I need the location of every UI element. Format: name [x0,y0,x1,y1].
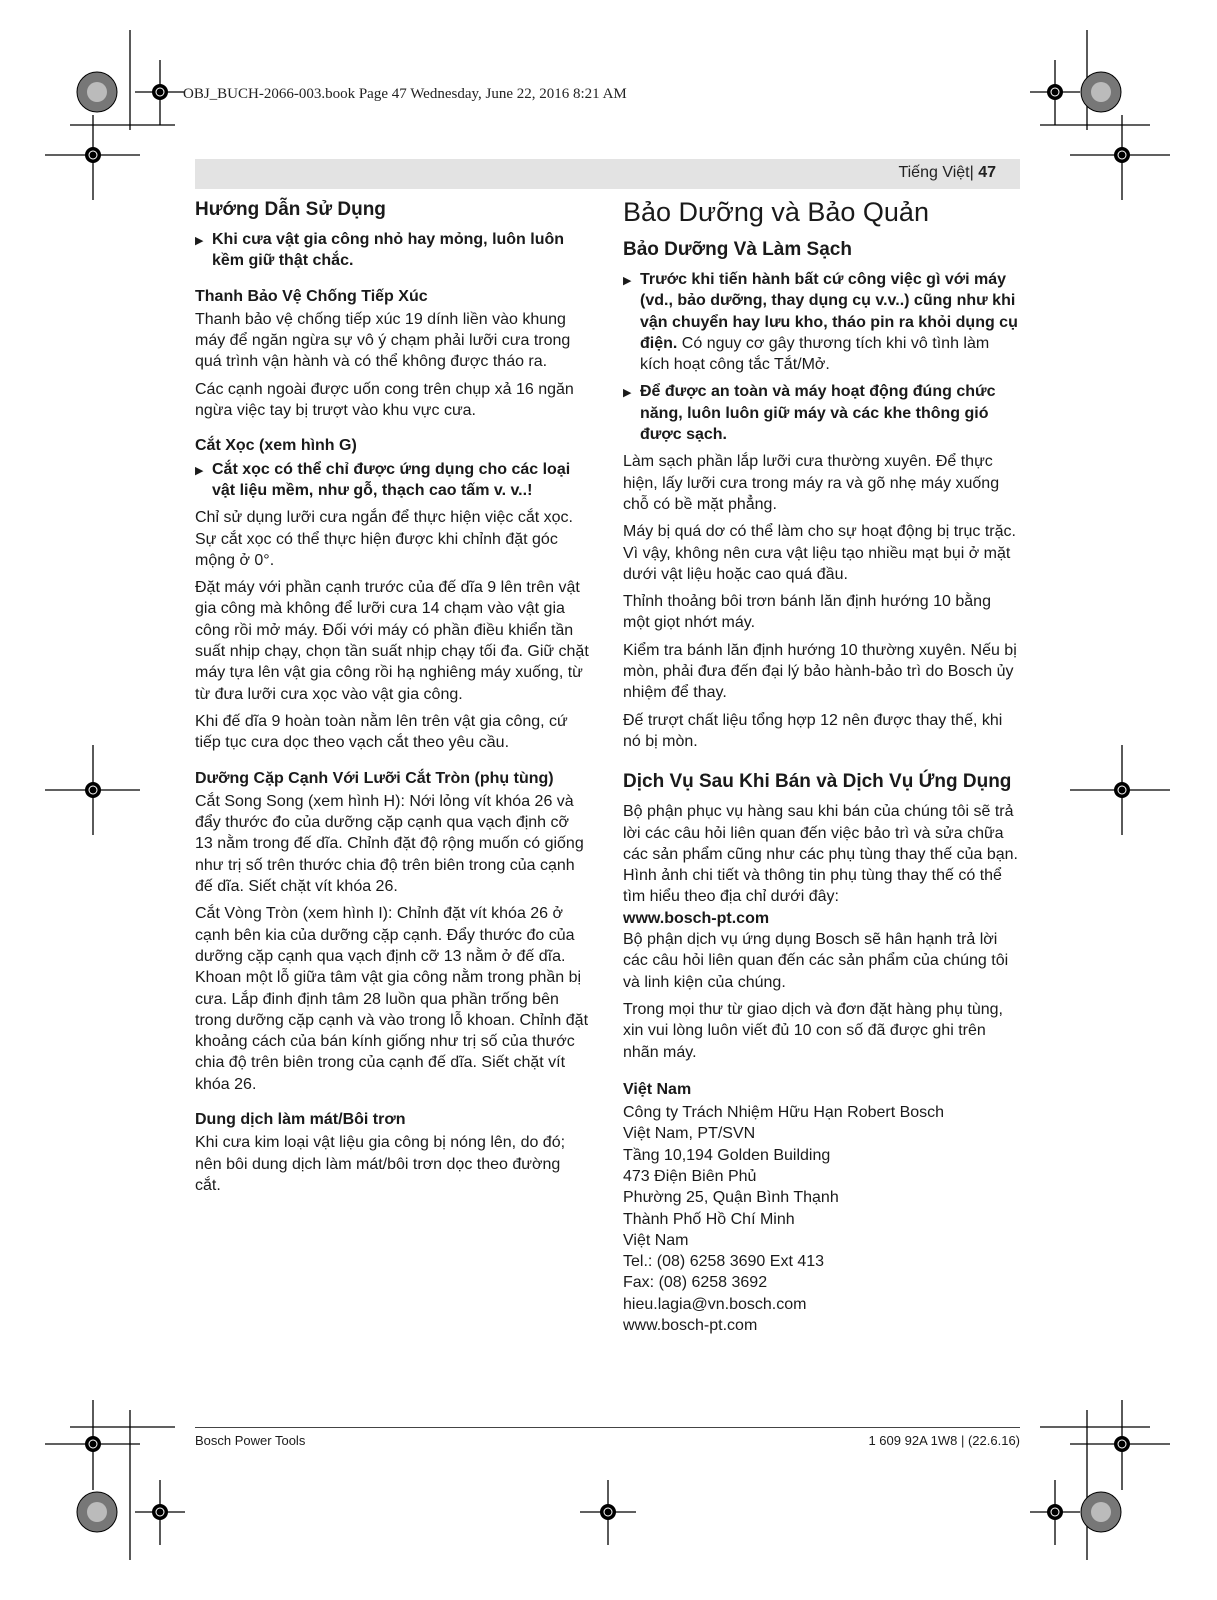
arrow-icon: ▶ [195,235,204,247]
warning-clean: ▶ Để được an toàn và máy hoạt động đúng chức năng, luôn luôn giữ máy và các khe thông gió được sạch. [623,381,1020,445]
paragraph: Thỉnh thoảng bôi trơn bánh lăn định hướng 10 bằng một giọt nhớt máy. [623,593,991,632]
address-line: Tầng 10,194 Golden Building [623,1146,831,1164]
address-line: 473 Điện Biên Phủ [623,1167,757,1185]
page-header [195,159,1020,189]
subheading-coolant: Dung dịch làm mát/Bôi trơn [195,1110,406,1128]
header-label [898,164,996,182]
left-column [195,196,590,1202]
fax-line: Fax: (08) 6258 3692 [623,1274,768,1292]
footer-publisher: Bosch Power Tools [195,1433,306,1448]
paragraph: Khi cưa kim loại vật liệu gia công bị nóng lên, do đó; nên bôi dung dịch làm mát/bôi trơn dọc theo đường cắt. [195,1134,566,1194]
chapter-title: Bảo Dưỡng và Bảo Quản [623,197,929,227]
footer-doc-number: 1 609 92A 1W8 | (22.6.16) [868,1433,1020,1448]
arrow-icon: ▶ [623,275,632,287]
paragraph: Máy bị quá dơ có thể làm cho sự hoạt động bị trục trặc. Vì vậy, không nên cưa vật liệu tạo nhiều mạt bụi ở mặt dưới vật liệu hoặc cao quá đầu. [623,523,1016,583]
paragraph: Cắt Vòng Tròn (xem hình I): Chỉnh đặt vít khóa 26 ở cạnh bên kia của dưỡng cặp cạnh. Đẩy thước đo của dưỡng cặp cạnh qua vạch định cỡ 13 nằm ở đế dĩa. Khoan một lỗ giữa tâm vật gia công nằm trong phần bị cưa. Lắp đinh định tâm 28 luồn qua phần trống bên trong dưỡng cặp cạnh và vào trong lỗ khoan. Chỉnh đặt khoảng cách của bán kính giống như trị số của thước chia độ trên biên trong của cạnh đế dĩa. Siết chặt vít khóa 26. [195,905,589,1093]
header-language: Tiếng Việt [898,164,970,181]
page-number: 47 [978,164,996,181]
warning-usage: ▶ Khi cưa vật gia công nhỏ hay mỏng, luôn luôn kềm giữ thật chắc. [195,229,590,272]
paragraph: Khi đế dĩa 9 hoàn toàn nằm lên trên vật gia công, cứ tiếp tục cưa dọc theo vạch cắt theo yêu cầu. [195,712,568,752]
address-block [623,1102,1020,1336]
address-line: Công ty Trách Nhiệm Hữu Hạn Robert Bosch [623,1104,945,1122]
footer-divider [195,1427,1020,1428]
header-separator: | [969,164,974,181]
service-url[interactable]: www.bosch-pt.com [623,909,770,927]
subheading-fence: Dưỡng Cặp Cạnh Với Lưỡi Cắt Tròn (phụ tùng) [195,769,554,787]
warning-plunge: ▶ Cắt xọc có thể chỉ được ứng dụng cho các loại vật liệu mềm, như gỗ, thạch cao tấm v. v..! [195,459,590,502]
section-heading-cleaning: Bảo Dưỡng Và Làm Sạch [623,239,852,260]
print-slug: OBJ_BUCH-2066-003.book Page 47 Wednesday, June 22, 2016 8:21 AM [183,86,627,102]
warning-battery: ▶ Trước khi tiến hành bất cứ công việc gì với máy (vd., bảo dưỡng, thay dụng cụ v.v..) cũng như khi vận chuyển hay lưu kho, tháo pin ra khỏi dụng cụ điện. Có nguy cơ gây thương tích khi vô tình làm kích hoạt công tắc Tắt/Mở. [623,269,1020,375]
paragraph: Thanh bảo vệ chống tiếp xúc 19 dính liền vào khung máy để ngăn ngừa sự vô ý chạm phải lưỡi cưa trong quá trình vận hành và có thể không được tháo ra. [195,310,571,371]
paragraph: Cắt Song Song (xem hình H): Nới lỏng vít khóa 26 và đẩy thước đo của dưỡng cặp cạnh qua vạch định cỡ 13 nằm trong đế dĩa. Chỉnh đặt độ rộng muốn có giống như trị số trên thước chia độ trên biên trong của cạnh đế dĩa. Siết chặt vít khóa 26. [195,792,584,896]
paragraph: Kiểm tra bánh lăn định hướng 10 thường xuyên. Nếu bị mòn, phải đưa đến đại lý bảo hành-bảo trì do Bosch ủy nhiệm để thay. [623,641,1017,702]
phone-line: Tel.: (08) 6258 3690 Ext 413 [623,1253,825,1271]
arrow-icon: ▶ [623,387,632,400]
country-heading: Việt Nam [623,1080,692,1098]
address-line: Việt Nam, PT/SVN [623,1125,756,1143]
paragraph: Đế trượt chất liệu tổng hợp 12 nên được thay thế, khi nó bị mòn. [623,711,1003,750]
paragraph: Bộ phận dịch vụ ứng dụng Bosch sẽ hân hạnh trả lời các câu hỏi liên quan đến các sản phẩm của chúng tôi và linh kiện của chúng. [623,931,1009,991]
section-heading-usage: Hướng Dẫn Sử Dụng [195,199,386,220]
paragraph: Làm sạch phần lắp lưỡi cưa thường xuyên. Để thực hiện, lấy lưỡi cưa trong máy ra và gõ nhẹ máy xuống chỗ có bề mặt phẳng. [623,453,1000,513]
address-line: Thành Phố Hồ Chí Minh [623,1210,795,1228]
section-heading-service: Dịch Vụ Sau Khi Bán và Dịch Vụ Ứng Dụng [623,771,1012,793]
right-column [623,196,1020,1336]
paragraph: Chỉ sử dụng lưỡi cưa ngắn để thực hiện việc cắt xọc. Sự cắt xọc có thể thực hiện được khi chỉnh đặt góc mộng ở 0°. [195,509,573,569]
arrow-icon: ▶ [195,464,204,477]
email-link[interactable]: hieu.lagia@vn.bosch.com [623,1295,807,1313]
address-line: Việt Nam [623,1231,689,1249]
paragraph: Đặt máy với phần cạnh trước của đế dĩa 9 lên trên vật gia công mà không để lưỡi cưa 14 chạm vào vật gia công rồi mở máy. Đối với máy có phần điều khiển tần suất nhịp chạy, chọn tần suất nhịp chạy tối đa. Giữ chặt máy tựa lên vật gia công rồi hạ nghiêng máy xuống, từ từ đưa lưỡi cưa xọc vào vật gia công. [195,579,589,703]
paragraph: Trong mọi thư từ giao dịch và đơn đặt hàng phụ tùng, xin vui lòng luôn viết đủ 10 con số đã được ghi trên nhãn máy. [623,1000,1003,1061]
website-link[interactable]: www.bosch-pt.com [623,1317,758,1335]
paragraph: Các cạnh ngoài được uốn cong trên chụp xả 16 ngăn ngừa việc tay bị trượt vào khu vực cưa. [195,380,574,420]
subheading-guard: Thanh Bảo Vệ Chống Tiếp Xúc [195,287,428,305]
address-line: Phường 25, Quận Bình Thạnh [623,1189,839,1207]
subheading-plunge: Cắt Xọc (xem hình G) [195,437,357,455]
paragraph: Bộ phận phục vụ hàng sau khi bán của chúng tôi sẽ trả lời các câu hỏi liên quan đến việc bảo trì và sửa chữa các sản phẩm cũng như các phụ tùng thay thế của bạn. Hình ảnh chi tiết và thông tin phụ tùng thay thế có thể tìm hiểu theo địa chỉ dưới đây: [623,803,1018,906]
